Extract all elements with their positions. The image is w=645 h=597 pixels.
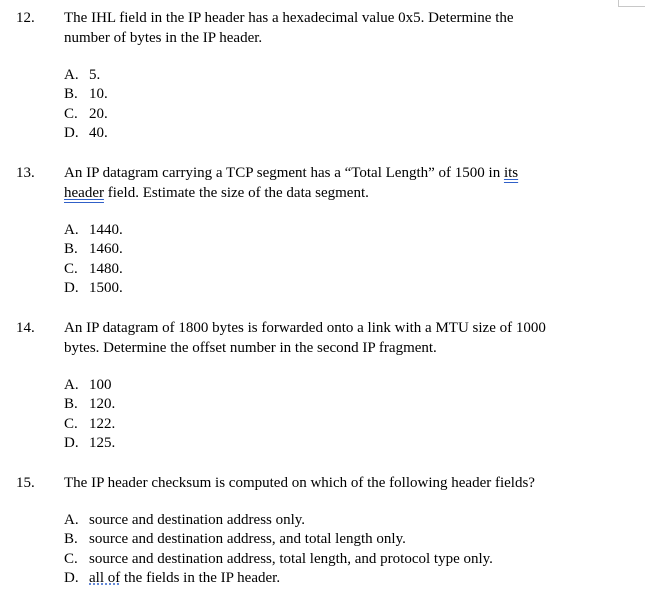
option-letter: C. (64, 550, 78, 567)
option-text: 1440. (89, 222, 123, 238)
option-b (64, 395, 115, 414)
option-text: source and destination address only. (89, 512, 306, 528)
option-c (64, 105, 108, 124)
answer-options (64, 221, 123, 298)
option-letter: A. (64, 512, 79, 528)
option-b (64, 85, 108, 104)
question-text-line: The IHL field in the IP header has a hexadecimal value 0x5. Determine the (64, 10, 514, 26)
grammar-marked-word[interactable]: its (503, 165, 519, 181)
option-letter: B. (64, 241, 78, 258)
option-text: 100 (89, 377, 112, 393)
option-a (64, 66, 108, 85)
option-text: 20. (89, 105, 108, 122)
option-d (64, 569, 493, 588)
option-d (64, 434, 115, 453)
option-letter: B. (64, 396, 78, 413)
question-text-line (64, 163, 624, 183)
option-text: 1480. (89, 260, 123, 277)
question-number: 13. (16, 165, 35, 181)
question-number: 14. (16, 320, 35, 336)
option-text: 1460. (89, 241, 123, 258)
option-letter: C. (64, 105, 78, 122)
option-d (64, 124, 108, 143)
option-letter: A. (64, 222, 79, 238)
option-letter: C. (64, 415, 78, 432)
option-letter: D. (64, 279, 79, 296)
option-text: 10. (89, 86, 108, 103)
answer-options (64, 376, 115, 453)
question-text-line: bytes. Determine the offset number in the second IP fragment. (64, 340, 437, 356)
option-letter: B. (64, 531, 78, 548)
option-letter: D. (64, 569, 79, 586)
question-text-line: number of bytes in the IP header. (64, 30, 263, 46)
question-number: 15. (16, 475, 35, 491)
option-text: 120. (89, 396, 116, 413)
text-segment: An IP datagram carrying a TCP segment has a “Total Length” of 1500 in (64, 165, 504, 181)
question-number: 12. (16, 10, 35, 26)
question-text (64, 163, 624, 203)
page-corner-mark (618, 0, 645, 7)
option-letter: B. (64, 86, 78, 103)
option-b (64, 240, 123, 259)
option-text: 5. (89, 67, 101, 83)
option-text: 125. (89, 434, 116, 451)
option-a (64, 221, 123, 240)
question-text-line: An IP datagram of 1800 bytes is forwarded onto a link with a MTU size of 1000 (64, 320, 546, 336)
question-text (64, 8, 624, 48)
option-letter: C. (64, 260, 78, 277)
option-text: 40. (89, 124, 108, 141)
option-a (64, 511, 493, 530)
option-letter: A. (64, 67, 79, 83)
option-c (64, 415, 115, 434)
option-text: 122. (89, 415, 116, 432)
option-a (64, 376, 115, 395)
question-text (64, 473, 624, 493)
grammar-marked-word[interactable]: all of (89, 569, 121, 586)
option-b (64, 530, 493, 549)
question-text-line: The IP header checksum is computed on which of the following header fields? (64, 475, 535, 491)
question-text (64, 318, 624, 358)
text-segment: field. Estimate the size of the data segment. (103, 185, 369, 201)
option-c (64, 550, 493, 569)
option-letter: D. (64, 434, 79, 451)
option-text: 1500. (89, 279, 123, 296)
option-c (64, 260, 123, 279)
grammar-marked-word[interactable]: header (64, 185, 104, 201)
option-d (64, 279, 123, 298)
option-letter: D. (64, 124, 79, 141)
option-letter: A. (64, 377, 79, 393)
option-text: source and destination address, total length, and protocol type only. (89, 550, 493, 567)
question-text-line (64, 183, 624, 203)
option-text: source and destination address, and total length only. (89, 531, 406, 548)
answer-options (64, 66, 108, 143)
answer-options (64, 511, 493, 588)
option-text: the fields in the IP header. (120, 569, 281, 586)
